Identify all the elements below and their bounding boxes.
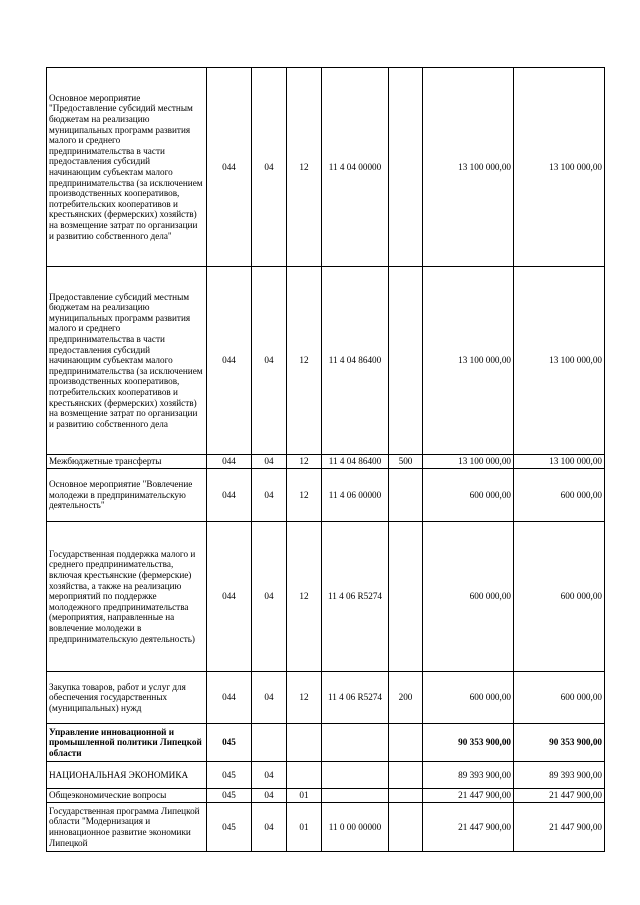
row-sum-2: 21 447 900,00 <box>514 803 605 852</box>
row-sum-1: 600 000,00 <box>423 522 514 672</box>
row-subsection: 12 <box>287 455 322 469</box>
table-row <box>47 522 605 672</box>
table-row <box>47 789 605 803</box>
row-section: 04 <box>252 469 287 522</box>
row-name: Управление инновационной и промышленной политики Липецкой области <box>47 724 207 762</box>
row-subsection: 12 <box>287 522 322 672</box>
table-row <box>47 469 605 522</box>
row-expense-type <box>389 68 423 267</box>
row-subsection <box>287 762 322 789</box>
row-sum-1: 90 353 900,00 <box>423 724 514 762</box>
row-target-code <box>322 789 389 803</box>
row-target-code <box>322 762 389 789</box>
row-admin-code: 044 <box>207 469 252 522</box>
row-name: Основное мероприятие "Предоставление субсидий местным бюджетам на реализацию муниципальных программ развития малого и среднего предпринимательства в части предоставления субсидий начинающим субъектам малого предпринимательства (за исключением производственных кооперативов, потребительских кооперативов и крестьянских (фермерских) хозяйств) на возмещение затрат по организации и развитию собственного дела" <box>47 68 207 267</box>
row-expense-type: 500 <box>389 455 423 469</box>
row-section: 04 <box>252 789 287 803</box>
row-target-code <box>322 724 389 762</box>
row-subsection: 12 <box>287 672 322 724</box>
row-section <box>252 724 287 762</box>
row-admin-code: 045 <box>207 789 252 803</box>
row-sum-2: 600 000,00 <box>514 522 605 672</box>
row-sum-2: 600 000,00 <box>514 469 605 522</box>
row-subsection: 12 <box>287 267 322 455</box>
table-row <box>47 724 605 762</box>
row-sum-2: 90 353 900,00 <box>514 724 605 762</box>
row-sum-2: 13 100 000,00 <box>514 455 605 469</box>
row-expense-type <box>389 469 423 522</box>
table-row <box>47 267 605 455</box>
budget-table <box>46 67 605 852</box>
row-section: 04 <box>252 803 287 852</box>
row-admin-code: 045 <box>207 803 252 852</box>
row-section: 04 <box>252 672 287 724</box>
row-sum-1: 600 000,00 <box>423 469 514 522</box>
row-sum-2: 13 100 000,00 <box>514 68 605 267</box>
row-subsection: 12 <box>287 469 322 522</box>
row-admin-code: 044 <box>207 68 252 267</box>
row-target-code: 11 4 06 00000 <box>322 469 389 522</box>
row-target-code: 11 4 04 86400 <box>322 455 389 469</box>
table-row <box>47 672 605 724</box>
row-name: Основное мероприятие "Вовлечение молодежи в предпринимательскую деятельность" <box>47 469 207 522</box>
table-row <box>47 68 605 267</box>
row-name: НАЦИОНАЛЬНАЯ ЭКОНОМИКА <box>47 762 207 789</box>
row-admin-code: 044 <box>207 455 252 469</box>
row-section: 04 <box>252 522 287 672</box>
row-sum-1: 13 100 000,00 <box>423 267 514 455</box>
row-admin-code: 045 <box>207 724 252 762</box>
row-name: Государственная поддержка малого и среднего предпринимательства, включая крестьянские (фермерские) хозяйства, а также на реализацию мероприятий по поддержке молодежного предпринимательства (мероприятия, направленные на вовлечение молодежи в предпринимательскую деятельность) <box>47 522 207 672</box>
row-section: 04 <box>252 762 287 789</box>
row-sum-2: 89 393 900,00 <box>514 762 605 789</box>
row-target-code: 11 4 06 R5274 <box>322 672 389 724</box>
row-sum-2: 600 000,00 <box>514 672 605 724</box>
row-name: Межбюджетные трансферты <box>47 455 207 469</box>
row-subsection: 01 <box>287 789 322 803</box>
row-expense-type <box>389 789 423 803</box>
row-sum-1: 21 447 900,00 <box>423 803 514 852</box>
row-subsection: 12 <box>287 68 322 267</box>
row-sum-2: 21 447 900,00 <box>514 789 605 803</box>
row-expense-type <box>389 762 423 789</box>
row-subsection: 01 <box>287 803 322 852</box>
row-name: Предоставление субсидий местным бюджетам на реализацию муниципальных программ развития малого и среднего предпринимательства в части предоставления субсидий начинающим субъектам малого предпринимательства (за исключением производственных кооперативов, потребительских кооперативов и крестьянских (фермерских) хозяйств) на возмещение затрат по организации и развитию собственного дела <box>47 267 207 455</box>
row-expense-type <box>389 724 423 762</box>
row-target-code: 11 4 04 86400 <box>322 267 389 455</box>
row-subsection <box>287 724 322 762</box>
row-admin-code: 045 <box>207 762 252 789</box>
row-sum-1: 21 447 900,00 <box>423 789 514 803</box>
row-sum-1: 13 100 000,00 <box>423 68 514 267</box>
row-section: 04 <box>252 68 287 267</box>
row-expense-type <box>389 267 423 455</box>
row-name: Общеэкономические вопросы <box>47 789 207 803</box>
row-target-code: 11 4 06 R5274 <box>322 522 389 672</box>
row-name: Закупка товаров, работ и услуг для обеспечения государственных (муниципальных) нужд <box>47 672 207 724</box>
row-admin-code: 044 <box>207 267 252 455</box>
row-target-code: 11 4 04 00000 <box>322 68 389 267</box>
row-target-code: 11 0 00 00000 <box>322 803 389 852</box>
row-section: 04 <box>252 455 287 469</box>
row-section: 04 <box>252 267 287 455</box>
table-row <box>47 455 605 469</box>
row-admin-code: 044 <box>207 672 252 724</box>
row-sum-1: 600 000,00 <box>423 672 514 724</box>
row-expense-type <box>389 803 423 852</box>
row-sum-2: 13 100 000,00 <box>514 267 605 455</box>
row-admin-code: 044 <box>207 522 252 672</box>
table-row <box>47 803 605 852</box>
table-row <box>47 762 605 789</box>
row-expense-type <box>389 522 423 672</box>
row-name: Государственная программа Липецкой области "Модернизация и инновационное развитие экономики Липецкой <box>47 803 207 852</box>
row-sum-1: 13 100 000,00 <box>423 455 514 469</box>
row-expense-type: 200 <box>389 672 423 724</box>
row-sum-1: 89 393 900,00 <box>423 762 514 789</box>
